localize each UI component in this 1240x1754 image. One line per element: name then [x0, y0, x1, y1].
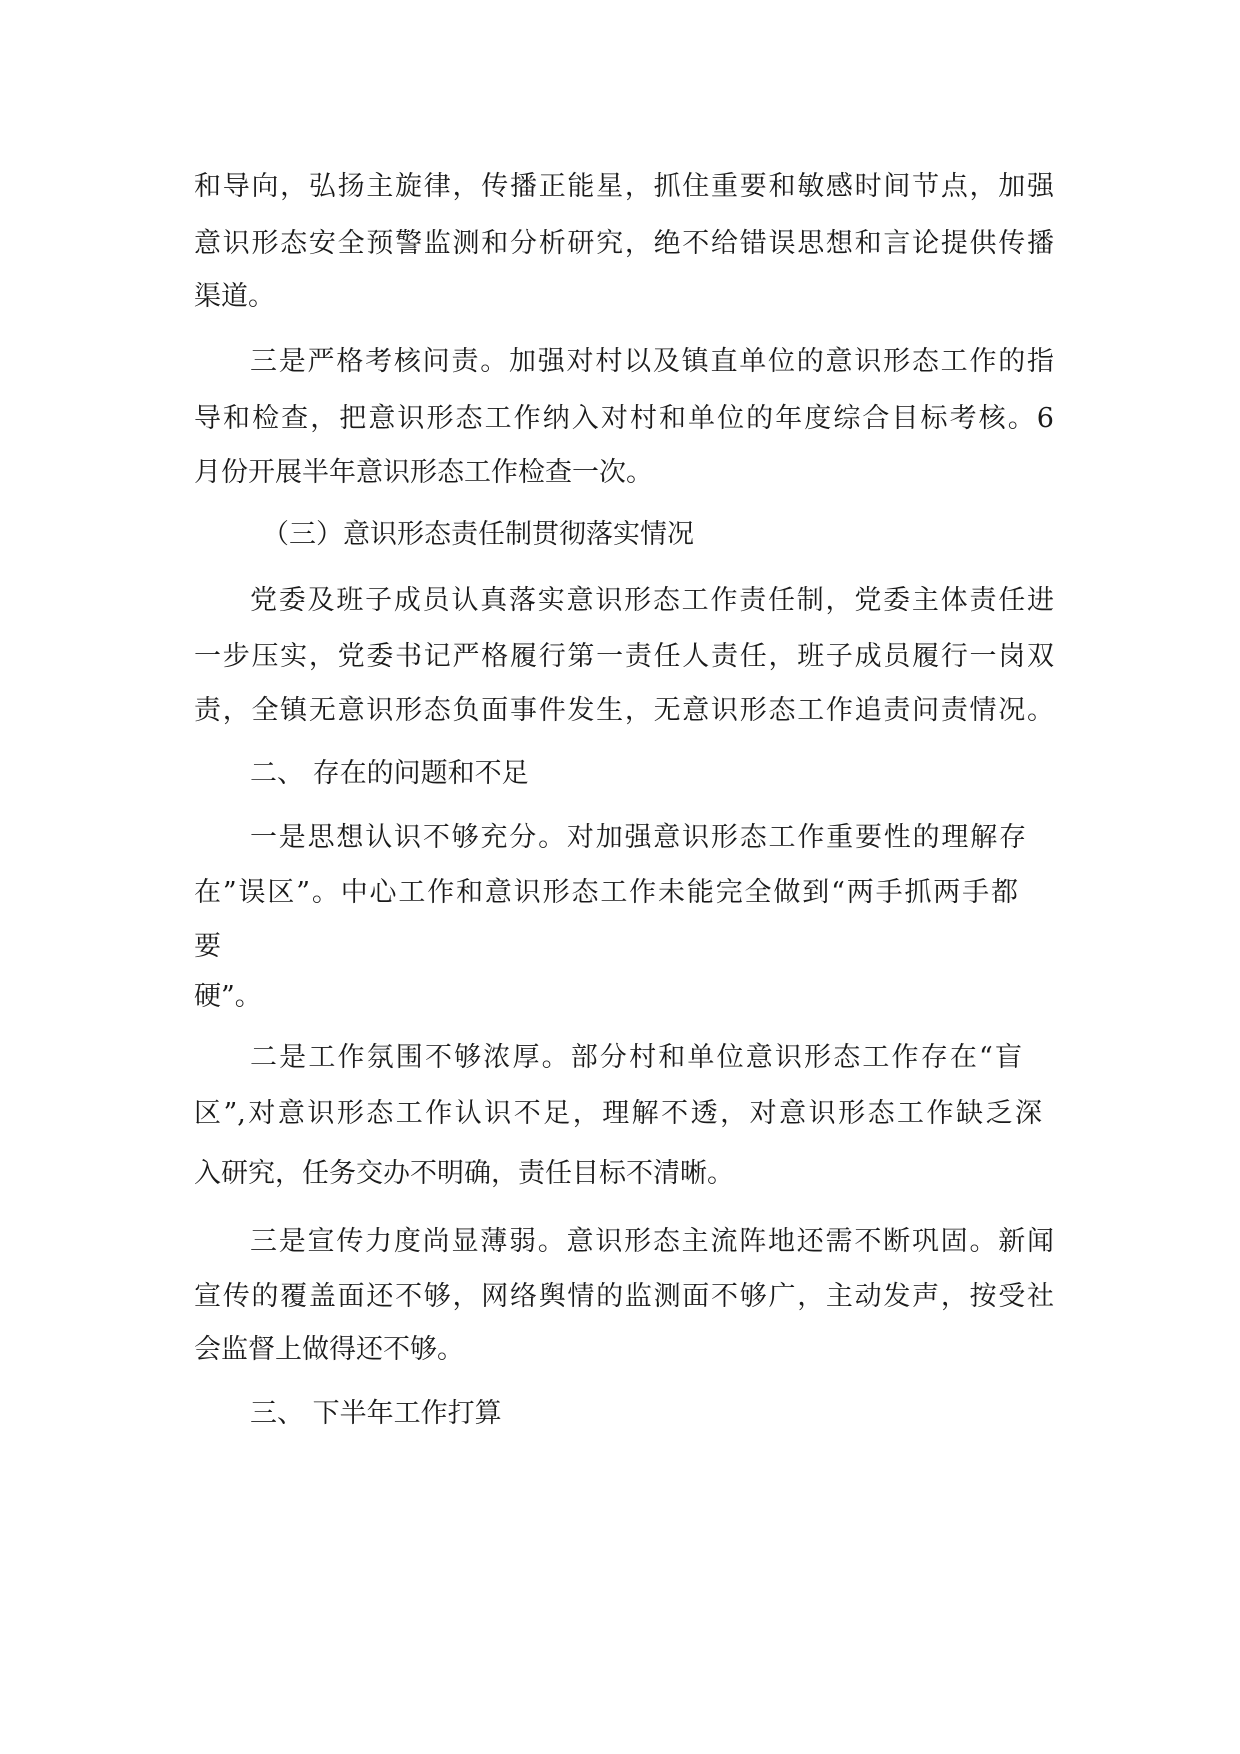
section-heading: 二、 存在的问题和不足 — [250, 758, 529, 789]
text-line: 宣传的覆盖面还不够，网络舆情的监测面不够广，主动发声，按受社 — [194, 1281, 1054, 1312]
text-line: 区”,对意识形态工作认识不足，理解不透，对意识形态工作缺乏深 — [194, 1098, 1042, 1129]
text-line: 二是工作氛围不够浓厚。部分村和单位意识形态工作存在“盲 — [250, 1042, 1022, 1073]
section-heading: 三、 下半年工作打算 — [250, 1398, 502, 1429]
text-line: 入研究，任务交办不明确，责任目标不清晰。 — [194, 1158, 734, 1189]
section-heading: （三）意识形态责任制贯彻落实情况 — [262, 519, 694, 550]
text-line: 要 — [194, 931, 221, 962]
text-line: 渠道。 — [194, 281, 275, 312]
text-line: 一是思想认识不够充分。对加强意识形态工作重要性的理解存 — [250, 822, 1026, 853]
text-line: 导和检查，把意识形态工作纳入对村和单位的年度综合目标考核。6 — [194, 403, 1054, 434]
text-line: 三是宣传力度尚显薄弱。意识形态主流阵地还需不断巩固。新闻 — [250, 1226, 1054, 1257]
text-line: 硬”。 — [194, 981, 262, 1012]
text-line: 在”误区”。中心工作和意识形态工作未能完全做到“两手抓两手都 — [194, 877, 1018, 908]
text-line: 会监督上做得还不够。 — [194, 1334, 464, 1365]
text-line: 意识形态安全预警监测和分析研究，绝不给错误思想和言论提供传播 — [194, 228, 1054, 259]
text-line: 月份开展半年意识形态工作检查一次。 — [194, 457, 653, 488]
text-line: 党委及班子成员认真落实意识形态工作责任制，党委主体责任进 — [250, 585, 1054, 616]
text-line: 责，全镇无意识形态负面事件发生，无意识形态工作追责问责情况。 — [194, 695, 1054, 726]
text-line: 一步压实，党委书记严格履行第一责任人责任，班子成员履行一岗双 — [194, 641, 1054, 672]
text-line: 和导向，弘扬主旋律，传播正能星，抓住重要和敏感时间节点，加强 — [194, 171, 1054, 202]
text-line: 三是严格考核问责。加强对村以及镇直单位的意识形态工作的指 — [250, 346, 1054, 377]
